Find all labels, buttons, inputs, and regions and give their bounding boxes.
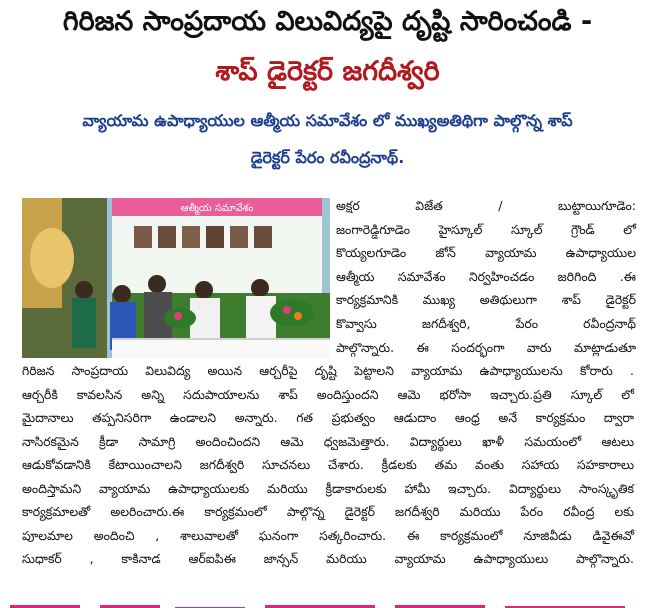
cutoff-pink-text xyxy=(10,603,642,608)
article-line: అక్షర విజేత / బుట్టాయిగూడెం: xyxy=(336,198,636,213)
article-line: పూలమాల అందించి , శాలువాలతో ఘనంగా సత్కరించారు. ఈ కార్యక్రమంలో నూజివీడు డివైఈవో xyxy=(22,527,634,543)
article-line: జంగారెడ్డిగూడెం హైస్కూల్ స్కూల్ గ్రౌండ్ లో xyxy=(336,221,636,237)
next-article-headline-cutoff xyxy=(10,598,642,608)
article-line: కార్యక్రమానికి ముఖ్య అతిథులుగా శాప్ డైరెక్టర్ xyxy=(336,292,636,308)
article-line: పాల్గొన్నారు. ఈ సందర్భంగా వారు మాట్లాడుతూ xyxy=(336,339,636,355)
article-line: మైదానాలు తప్పనిసరిగా ఉండాలని అన్నారు. గత ప్రభుత్వం ఆడుదాం ఆంధ్ర అనే కార్యక్రమం ద్వారా xyxy=(22,410,634,425)
article-line: అందిస్తామని వ్యాయామ ఉపాధ్యాయులకు మరియు క్రీడాకారులకు హామీ ఇచ్చారు. విద్యార్థులు సాంస్కృతిక xyxy=(22,480,634,496)
banner-label: ఆత్మీయ సమావేశం xyxy=(180,203,254,214)
article-line: ఆర్చరీకి కావలసిన అన్ని సదుపాయాలను శాప్ అందిస్తుందని ఆమె భరోసా ఇచ్చారు.ప్రతి స్కూల్ లో xyxy=(22,386,634,402)
article-body xyxy=(22,359,634,571)
event-photo-illustration xyxy=(22,198,330,358)
subheadline-line-2: డైరెక్టర్ పేరం రవీంద్రనాథ్. xyxy=(250,148,405,167)
article-line: ఆడుకోవడానికి కేటాయించాలని జగదీశ్వరి సూచనలు చేశారు. క్రీడలకు తమ వంతు సహాయ సహకారాలు xyxy=(22,457,634,472)
article-line: కొయ్యలగూడెం జోన్ వ్యాయామ ఉపాధ్యాయుల xyxy=(336,245,636,261)
headline-line-2: శాప్ డైరెక్టర్ జగదీశ్వరి xyxy=(215,56,440,87)
article-line: ఆత్మీయ సమావేశం నిర్వహించడం జరిగింది .ఈ xyxy=(336,268,636,284)
subheadline-line-1: వ్యాయామ ఉపాధ్యాయుల ఆత్మీయ సమావేశం లో ముఖ్యఅతిథిగా పాల్గొన్న శాప్ xyxy=(82,111,573,130)
article-line: నాసిరకమైన క్రీడా సామాగ్రి అందించిందని ఆమె ధ్వజమెత్తారు. విద్యార్థులు ఖాళీ సమయంలో ఆటలు xyxy=(22,433,634,449)
headline-line-1: గిరిజన సాంప్రదాయ విలువిద్యపై దృష్టి సారించండి - xyxy=(62,6,593,37)
article-line: కార్యక్రమాలతో అలరించారు.ఈ కార్యక్రమంలో పాల్గొన్న డైరెక్టర్ జగదీశ్వరి మరియు పేరం రవీంద్ర లకు xyxy=(22,504,634,519)
article-line: గిరిజన సాంప్రదాయ విలువిద్య అయిన ఆర్చరీపై దృష్టి పెట్టాలని వ్యాయామ ఉపాధ్యాయులను కోరారు . xyxy=(22,363,634,378)
article-line: కొవ్వాసు జగదీశ్వరి, పేరం రవీంద్రనాథ్ xyxy=(336,315,636,331)
article-right-column xyxy=(336,194,636,359)
event-photo xyxy=(22,198,330,358)
article-line: సుధాకర్ , కాకినాడ ఆర్ఐపిఈ జాన్సన్ మరియు వ్యాయామ ఉపాధ్యాయులు పాల్గొన్నారు. xyxy=(22,551,634,566)
